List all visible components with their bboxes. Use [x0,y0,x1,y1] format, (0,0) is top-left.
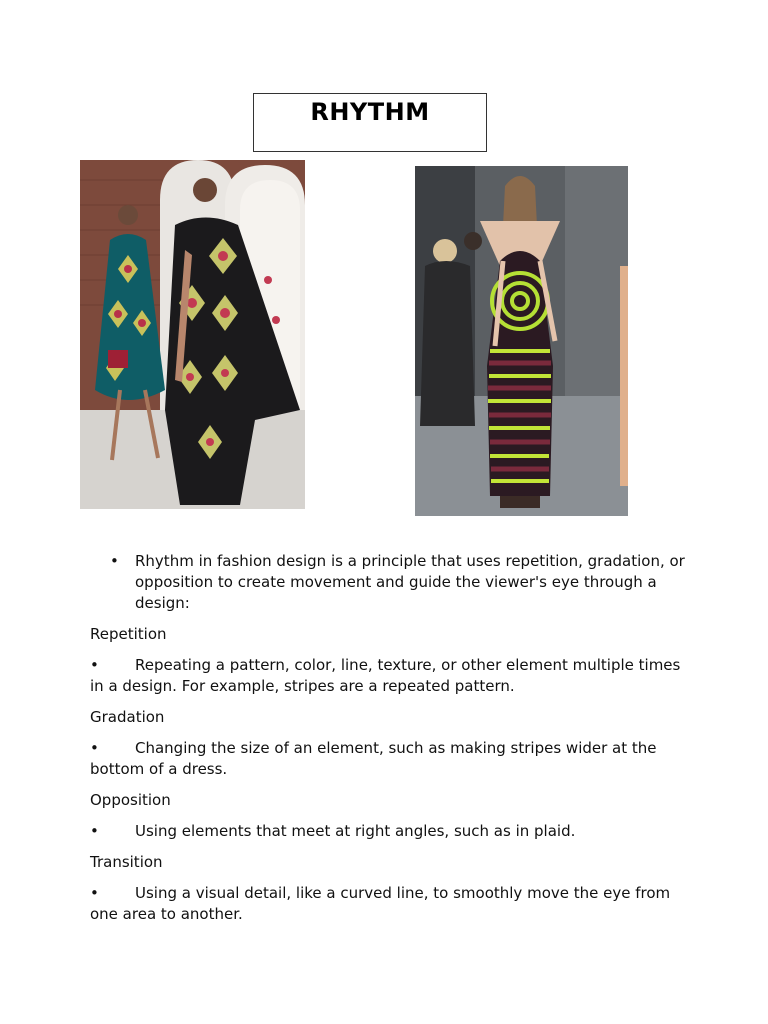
section-heading-gradation: Gradation [90,708,165,726]
intro-text: Rhythm in fashion design is a principle that uses repetition, gradation, or opposition to create movement and guide the viewer's eye through a design: [135,552,685,612]
fashion-photo-left [80,160,305,509]
section-text: Using a visual detail, like a curved line, to smoothly move the eye from one area to another. [90,884,671,923]
bullet-marker: • [90,739,99,757]
section-item-opposition [90,821,690,842]
bullet-marker: • [90,822,99,840]
section-item-repetition [90,655,690,697]
bullet-marker: • [110,552,119,570]
section-heading-opposition: Opposition [90,791,171,809]
section-item-transition [90,883,690,925]
fashion-photo-right [415,166,628,516]
intro-paragraph [90,551,690,614]
section-heading-repetition: Repetition [90,625,167,643]
bullet-marker: • [90,884,99,902]
page-title: RHYTHM [310,98,430,126]
section-text: Changing the size of an element, such as making stripes wider at the bottom of a dress. [90,739,657,778]
bullet-marker: • [90,656,99,674]
section-text: Using elements that meet at right angles, such as in plaid. [135,822,576,840]
section-heading-transition: Transition [90,853,163,871]
content-text [90,551,690,935]
title-box [253,93,487,152]
section-text: Repeating a pattern, color, line, texture, or other element multiple times in a design. For example, stripes are a repeated pattern. [90,656,681,695]
section-item-gradation [90,738,690,780]
